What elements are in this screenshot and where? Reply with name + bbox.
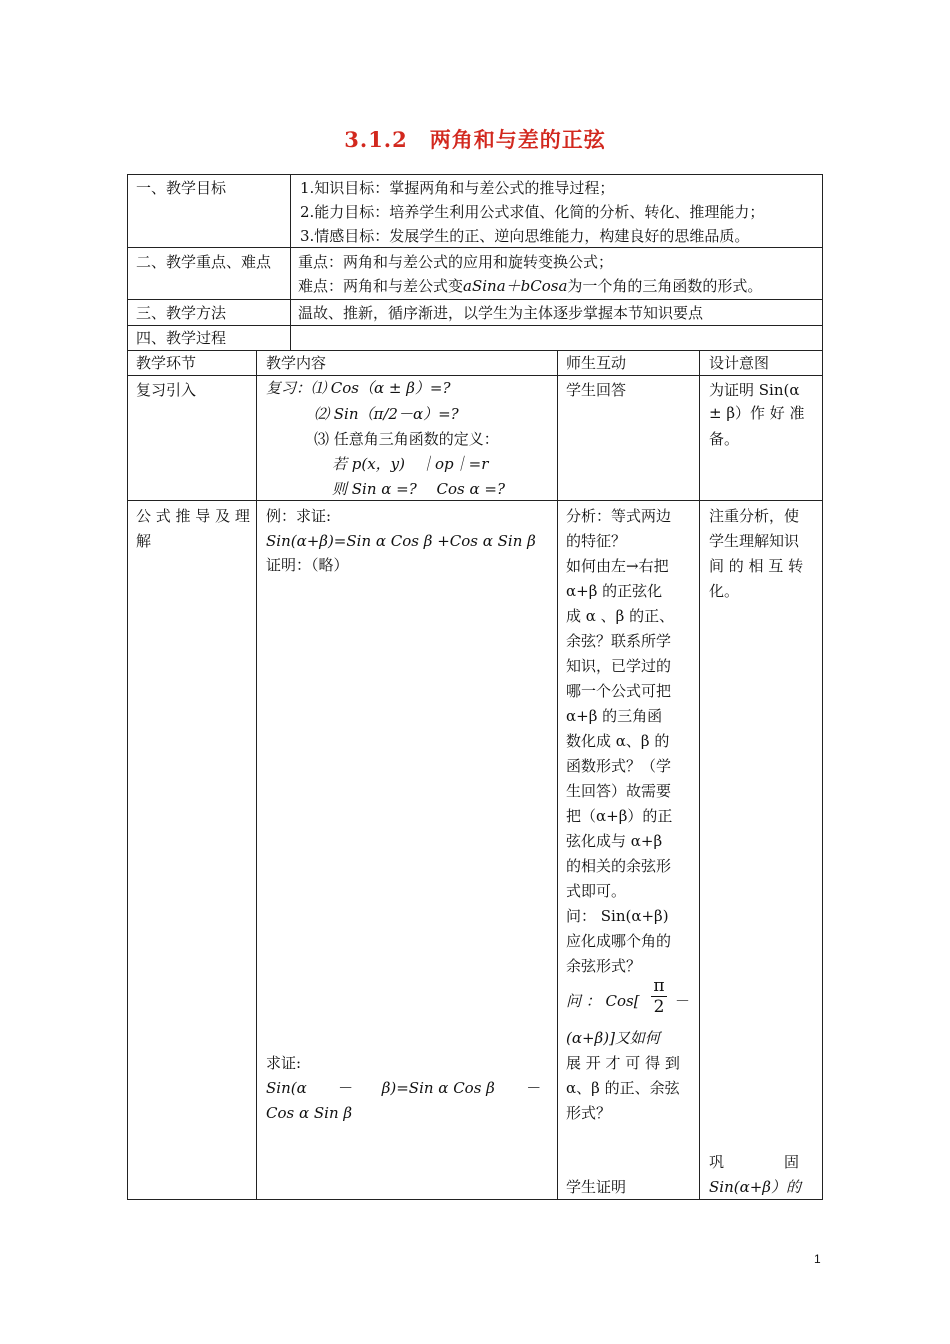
stage-review: 复习引入 [136,381,197,399]
intent-line: 化。 [709,582,740,600]
table-border [822,174,823,1200]
interaction-line: 数化成 α、β 的 [566,732,670,750]
fraction-numerator: π [651,976,667,997]
difficult-point [298,274,762,299]
question-minus: － [675,992,691,1010]
interaction-line: 如何由左→右把 [566,557,669,575]
difficult-formula: aSina＋bCosa [463,277,568,295]
interaction-line: 的特征？ [566,532,627,550]
keypoints-label: 二、教学重点、难点 [136,253,272,271]
interaction-line: 形式？ [566,1104,612,1122]
interaction-line: 的相关的余弦形 [566,857,672,875]
table-border [127,174,128,1200]
interaction-line: 展 开 才 可 得 到 [566,1054,680,1072]
table-border [557,350,558,1200]
interaction-line: α、β 的正、余弦 [566,1079,680,1097]
interaction-line: 式即可。 [566,882,627,900]
intent-column [709,504,803,604]
review-line: ⑵ Sin（π/2－α）=? [314,405,459,423]
interaction-line: 知识，已学过的 [566,657,672,675]
review-interaction: 学生回答 [566,381,627,399]
process-label: 四、教学过程 [136,329,227,347]
intent-line: 注重分析，使 [709,507,800,525]
review-intent: 备。 [709,430,740,448]
lesson-table [127,174,823,1200]
page-title: 3.1.2 两角和与差的正弦 [344,127,606,152]
interaction-line: 余弦形式？ [566,957,642,975]
interaction-line: 把（α+β）的正 [566,807,673,825]
difficult-prefix: 难点：两角和与差公式变 [298,277,464,295]
goal-item: 1.知识目标：掌握两角和与差公式的推导过程； [300,179,615,197]
interaction-line: 问： Sin(α+β) [566,907,669,925]
interaction-column [566,504,674,979]
interaction-line: 弦化成与 α+β [566,832,663,850]
method-label: 三、教学方法 [136,304,227,322]
review-intent: ± β）作 好 准 [709,404,805,422]
example-label: 例：求证: [266,507,332,525]
review-intent: 为证明 Sin(α [709,381,800,399]
column-header: 教学环节 [136,354,197,372]
goal-item: 3.情感目标：发展学生的正、逆向思维能力，构建良好的思维品质。 [300,227,750,245]
interaction-line: 函数形式？（学 [566,757,672,775]
interaction-line: 成 α 、β 的正、 [566,607,675,625]
interaction-line: 生回答）故需要 [566,782,672,800]
page-number: 1 [814,1252,821,1266]
table-border [127,174,823,175]
table-border [256,350,257,1200]
fraction-denominator: 2 [653,997,665,1017]
proof-text: 证明：（略） [266,556,349,574]
second-label: 求证: [266,1054,302,1072]
review-line: 复习：⑴ Cos（α ± β）=? [266,379,451,397]
table-border [699,350,700,1200]
interaction-line: 分析：等式两边 [566,507,672,525]
stage-derivation: 公 式 推 导 及 理 [136,507,250,525]
interaction-column-2 [566,1026,680,1126]
difficult-suffix: 为一个角的三角函数的形式。 [567,277,763,295]
intent-line: 间 的 相 互 转 [709,557,804,575]
goals-label: 一、教学目标 [136,179,227,197]
goal-item: 2.能力目标：培养学生利用公式求值、化简的分析、转化、推理能力； [300,203,765,221]
interaction-line: α+β 的三角函 [566,707,663,725]
intent-tail: 巩 固 [709,1153,800,1171]
table-border [290,174,291,350]
review-line: 则 Sin α =? Cos α =? [332,480,506,498]
interaction-line: 余弦？联系所学 [566,632,672,650]
column-header: 教学内容 [266,354,327,372]
interaction-line: α+β 的正弦化 [566,582,663,600]
stage-derivation: 解 [136,532,152,550]
second-formula: Cos α Sin β [266,1104,353,1122]
table-border [127,299,823,300]
example-formula: Sin(α+β)=Sin α Cos β +Cos α Sin β [266,532,536,550]
interaction-line: 哪一个公式可把 [566,682,672,700]
method-text: 温故、推新，循序渐进，以学生为主体逐步掌握本节知识要点 [298,304,704,322]
review-line: ⑶ 任意角三角函数的定义： [314,430,499,448]
fraction-pi-over-2 [651,976,667,1017]
student-proof: 学生证明 [566,1178,627,1196]
column-header: 设计意图 [709,354,770,372]
interaction-line: 应化成哪个角的 [566,932,672,950]
key-point: 重点：两角和与差公式的应用和旋转变换公式； [298,253,614,271]
question-cos: 问 ： Cos[ [566,992,640,1010]
intent-tail: Sin(α+β）的 [709,1178,801,1196]
column-header: 师生互动 [566,354,627,372]
interaction-line: (α+β)]又如何 [566,1029,660,1047]
intent-line: 学生理解知识 [709,532,800,550]
review-line: 若 p(x，y) ｜op｜=r [332,455,489,473]
second-formula: Sin(α － β)=Sin α Cos β － [266,1079,540,1097]
